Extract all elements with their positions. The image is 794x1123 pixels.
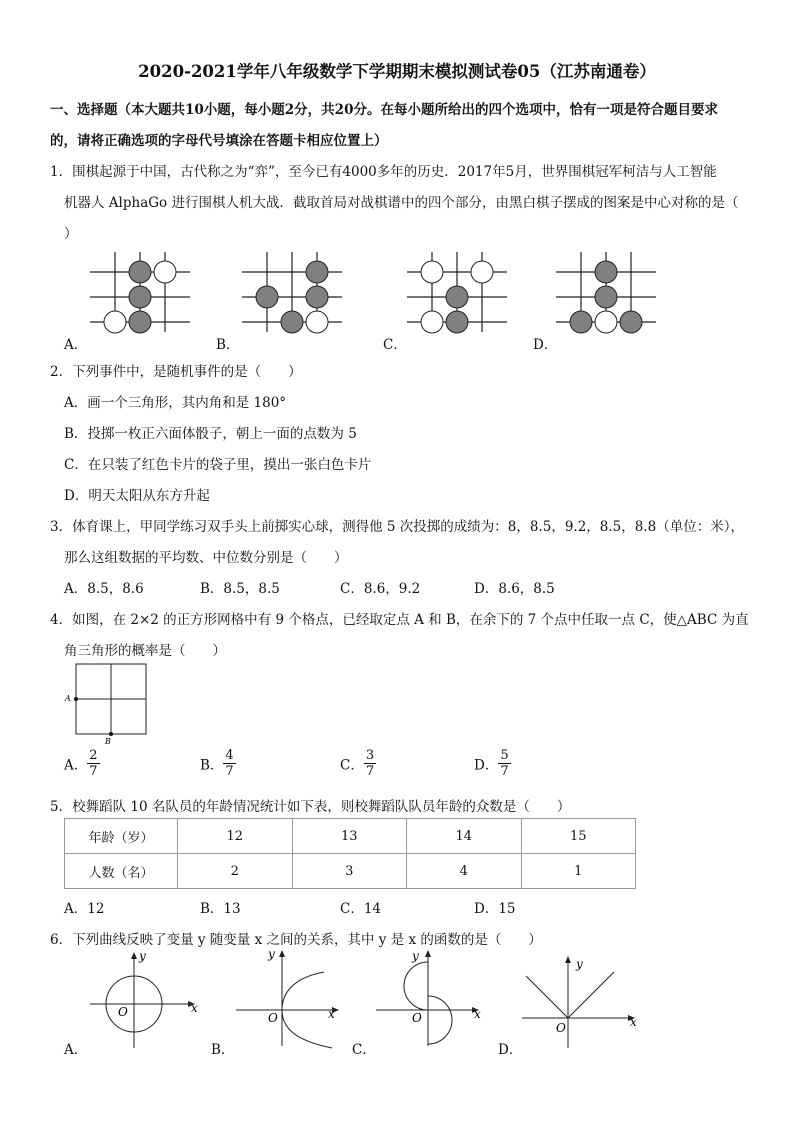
point-a-label: A [65, 694, 71, 703]
graph-a-circle [88, 950, 203, 1050]
q1-label-b: B． [216, 337, 240, 353]
svg-text:x: x [191, 1001, 198, 1015]
svg-text:O: O [268, 1011, 278, 1025]
q1-label-c: C． [383, 337, 407, 353]
q4-option-c: C． $\frac{3}{7}$ [340, 748, 375, 779]
table-header-count: 人数（名） [65, 854, 178, 889]
go-pattern-c [407, 252, 517, 332]
go-pattern-b [242, 252, 352, 332]
graph-c-semicircles [372, 948, 487, 1048]
q1-label-d: D． [533, 337, 558, 353]
q4-option-a: A． $\frac{2}{7}$ [64, 748, 98, 779]
q6-label-c: C． [352, 1042, 376, 1058]
q2-stem: 2．下列事件中，是随机事件的是（ ） [50, 364, 302, 380]
q5-option-a: A．12 [64, 901, 105, 917]
q4-line1: 4．如图，在 2×2 的正方形网格中有 9 个格点，已经取定点 A 和 B，在余下的 7 个点中任取一点 C，使△ABC 为直 [50, 612, 749, 628]
q6-label-d: D． [498, 1042, 523, 1058]
q1-line3: ） [64, 226, 78, 242]
table-cell: 12 [178, 819, 293, 854]
svg-text:y: y [576, 957, 583, 971]
q1-label-a: A． [64, 337, 88, 353]
q5-stem: 5．校舞蹈队 10 名队员的年龄情况统计如下表，则校舞蹈队队员年龄的众数是（ ） [50, 799, 571, 815]
svg-text:y: y [412, 949, 419, 963]
svg-text:x: x [630, 1015, 637, 1029]
q2-option-b: B．投掷一枚正六面体骰子，朝上一面的点数为 5 [64, 426, 357, 442]
svg-text:O: O [412, 1011, 422, 1025]
q6-label-a: A． [64, 1042, 88, 1058]
go-pattern-d [556, 252, 666, 332]
table-header-age: 年龄（岁） [65, 819, 178, 854]
q2-option-a: A．画一个三角形，其内角和是 180° [64, 395, 287, 411]
q3-option-d: D．8.6，8.5 [474, 581, 555, 597]
svg-text:x: x [474, 1007, 481, 1021]
q3-line2: 那么这组数据的平均数、中位数分别是（ ） [64, 550, 348, 566]
section-heading-line1: 一、选择题（本大题共10小题，每小题2分，共20分。在每小题所给出的四个选项中，恰有一项是符合题目要求 [50, 102, 718, 118]
page-title: 2020-2021学年八年级数学下学期期末模拟测试卷05（江苏南通卷） [138, 62, 656, 81]
age-table [64, 818, 636, 889]
q5-option-c: C．14 [340, 901, 382, 917]
svg-text:O: O [556, 1021, 566, 1035]
table-cell: 3 [292, 854, 407, 889]
q3-option-a: A．8.5，8.6 [64, 581, 144, 597]
q6-stem: 6．下列曲线反映了变量 y 随变量 x 之间的关系，其中 y 是 x 的函数的是（ ） [50, 932, 542, 948]
grid-figure [62, 660, 162, 748]
table-cell: 13 [292, 819, 407, 854]
table-cell: 15 [521, 819, 636, 854]
table-cell: 1 [521, 854, 636, 889]
q3-option-c: C．8.6，9.2 [340, 581, 421, 597]
graph-d-absolute-value [518, 950, 643, 1050]
q4-line2: 角三角形的概率是（ ） [64, 643, 226, 659]
svg-text:O: O [118, 1005, 128, 1019]
svg-text:x: x [328, 1007, 335, 1021]
table-row [65, 854, 636, 889]
q5-option-d: D．15 [474, 901, 516, 917]
q4-option-d: D． $\frac{5}{7}$ [474, 748, 509, 779]
svg-text:y: y [139, 949, 146, 963]
q2-option-d: D．明天太阳从东方升起 [64, 488, 210, 504]
table-cell: 14 [407, 819, 522, 854]
table-cell: 4 [407, 854, 522, 889]
q5-option-b: B．13 [200, 901, 241, 917]
q3-option-b: B．8.5，8.5 [200, 581, 280, 597]
table-row [65, 819, 636, 854]
q2-option-c: C．在只装了红色卡片的袋子里，摸出一张白色卡片 [64, 457, 372, 473]
graph-b-parabola [232, 948, 347, 1048]
q3-line1: 3．体育课上，甲同学练习双手头上前掷实心球，测得他 5 次投掷的成绩为：8，8.5，9.2，8.5，8.8（单位：米）， [50, 519, 744, 535]
go-pattern-a [90, 252, 200, 332]
q6-label-b: B． [211, 1042, 235, 1058]
table-cell: 2 [178, 854, 293, 889]
svg-text:y: y [268, 947, 275, 961]
point-b-label: B [105, 737, 111, 746]
q1-line2: 机器人 AlphaGo 进行围棋人机大战．截取首局对战棋谱中的四个部分，由黑白棋子摆成的图案是中心对称的是（ [64, 195, 739, 211]
section-heading-line2: 的，请将正确选项的字母代号填涂在答题卡相应位置上） [50, 133, 388, 149]
q4-option-b: B． $\frac{4}{7}$ [200, 748, 234, 779]
q1-line1: 1．围棋起源于中国，古代称之为“弈”，至今已有4000多年的历史．2017年5月，世界围棋冠军柯洁与人工智能 [50, 164, 717, 180]
